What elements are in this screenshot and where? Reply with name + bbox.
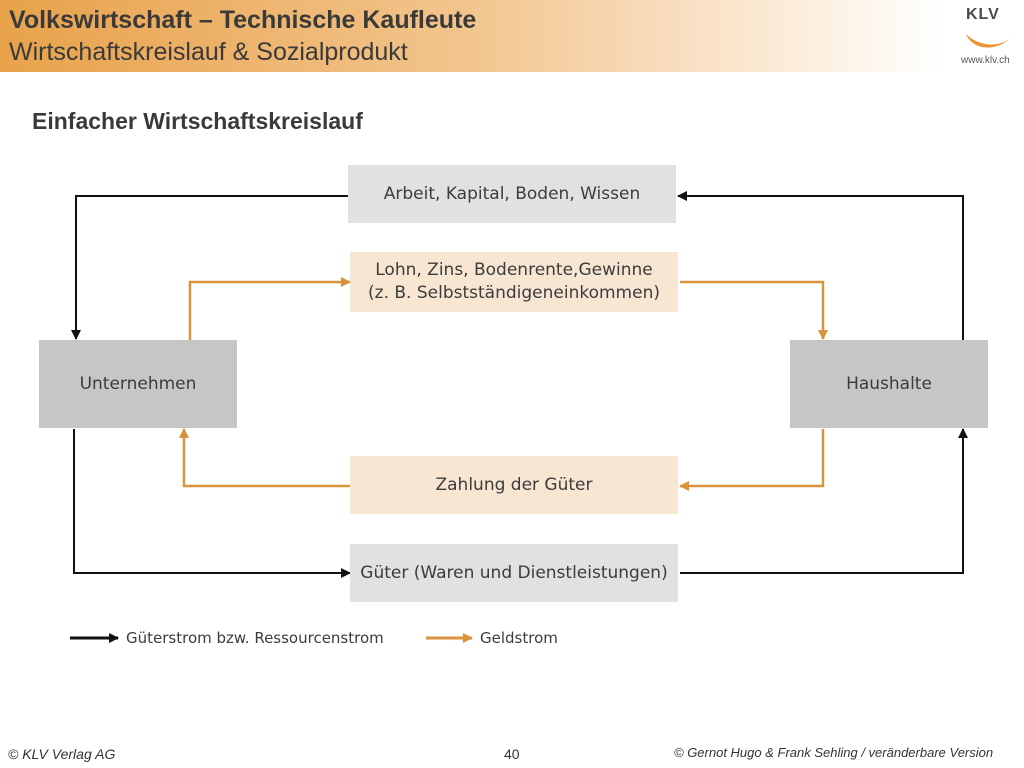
- income-box-line2: (z. B. Selbstständigeneinkommen): [368, 283, 660, 303]
- footer-page-number: 40: [504, 746, 520, 762]
- section-title: Einfacher Wirtschaftskreislauf: [32, 108, 363, 134]
- households-box-label: Haushalte: [846, 373, 932, 394]
- payment-flow-out-arrow: [184, 429, 350, 486]
- income-box: [350, 252, 678, 312]
- goods-box: [350, 544, 678, 602]
- goods-flow-out-arrow: [680, 429, 963, 573]
- payment-box-label: Zahlung der Güter: [435, 474, 593, 495]
- resources-box-label: Arbeit, Kapital, Boden, Wissen: [383, 183, 641, 204]
- header-title: Volkswirtschaft – Technische Kaufleute: [9, 6, 477, 34]
- resources-box: [348, 165, 676, 223]
- companies-box: [39, 340, 237, 428]
- income-box-line1: Lohn, Zins, Bodenrente,Gewinne: [375, 260, 653, 281]
- goods-flow-in-arrow: [74, 429, 350, 573]
- resource-flow-in-arrow: [678, 196, 963, 340]
- resource-flow-out-arrow: [76, 196, 348, 339]
- legend-goods-label: Güterstrom bzw. Ressourcenstrom: [126, 629, 384, 647]
- income-flow-out-arrow: [680, 282, 823, 339]
- goods-box-label: Güter (Waren und Dienstleistungen): [360, 562, 668, 583]
- payment-box: [350, 456, 678, 514]
- households-box: [790, 340, 988, 428]
- logo-url: www.klv.ch: [961, 55, 1010, 66]
- footer-publisher: © KLV Verlag AG: [8, 746, 116, 762]
- header-subtitle: Wirtschaftskreislauf & Sozialprodukt: [9, 38, 408, 66]
- companies-box-label: Unternehmen: [79, 373, 197, 394]
- payment-flow-in-arrow: [680, 429, 823, 486]
- income-flow-in-arrow: [190, 282, 350, 340]
- footer-authors: © Gernot Hugo & Frank Sehling / veränderbare Version: [674, 745, 994, 760]
- legend-money-label: Geldstrom: [480, 629, 558, 647]
- logo-text: KLV: [966, 6, 1000, 23]
